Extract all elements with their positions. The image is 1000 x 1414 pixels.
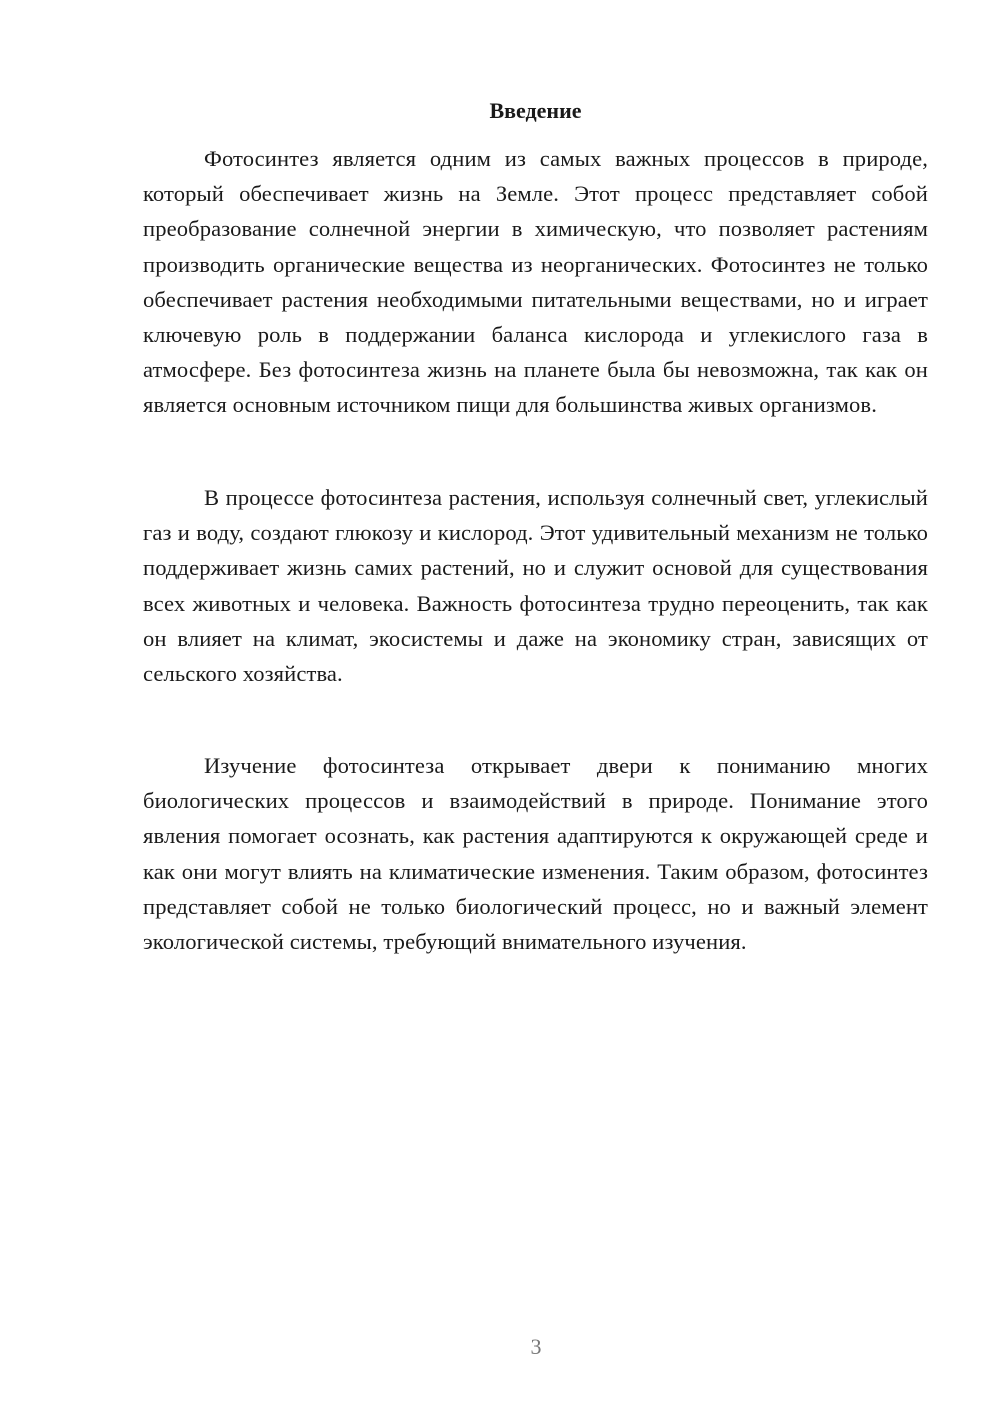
paragraph-1: Фотосинтез является одним из самых важных процессов в природе, который обеспечивает жизнь на Земле. Этот процесс представляет собой преобразование солнечной энергии в химическую, что позволяет растениям производить органические вещества из неорганических. Фотосинтез не только обеспечивает растения необходимыми питательными веществами, но и играет ключевую роль в поддержании баланса кислорода и углекислого газа в атмосфере. Без фотосинтеза жизнь на планете была бы невозможна, так как он является основным источником пищи для большинства живых организмов. bbox=[143, 146, 928, 418]
paragraph-3: Изучение фотосинтеза открывает двери к пониманию многих биологических процессов и взаимодействий в природе. Понимание этого явления помогает осознать, как растения адаптируются к окружающей среде и как они могут влиять на климатические изменения. Таким образом, фотосинтез представляет собой не только биологический процесс, но и важный элемент экологической системы, требующий внимательного изучения. bbox=[143, 753, 928, 955]
section-heading: Введение bbox=[489, 98, 582, 123]
paragraph-2: В процессе фотосинтеза растения, используя солнечный свет, углекислый газ и воду, создают глюкозу и кислород. Этот удивительный механизм не только поддерживает жизнь самих растений, но и служит основой для существования всех животных и человека. Важность фотосинтеза трудно переоценить, так как он влияет на климат, экосистемы и даже на экономику стран, зависящих от сельского хозяйства. bbox=[143, 485, 928, 687]
page-number: 3 bbox=[530, 1334, 542, 1359]
